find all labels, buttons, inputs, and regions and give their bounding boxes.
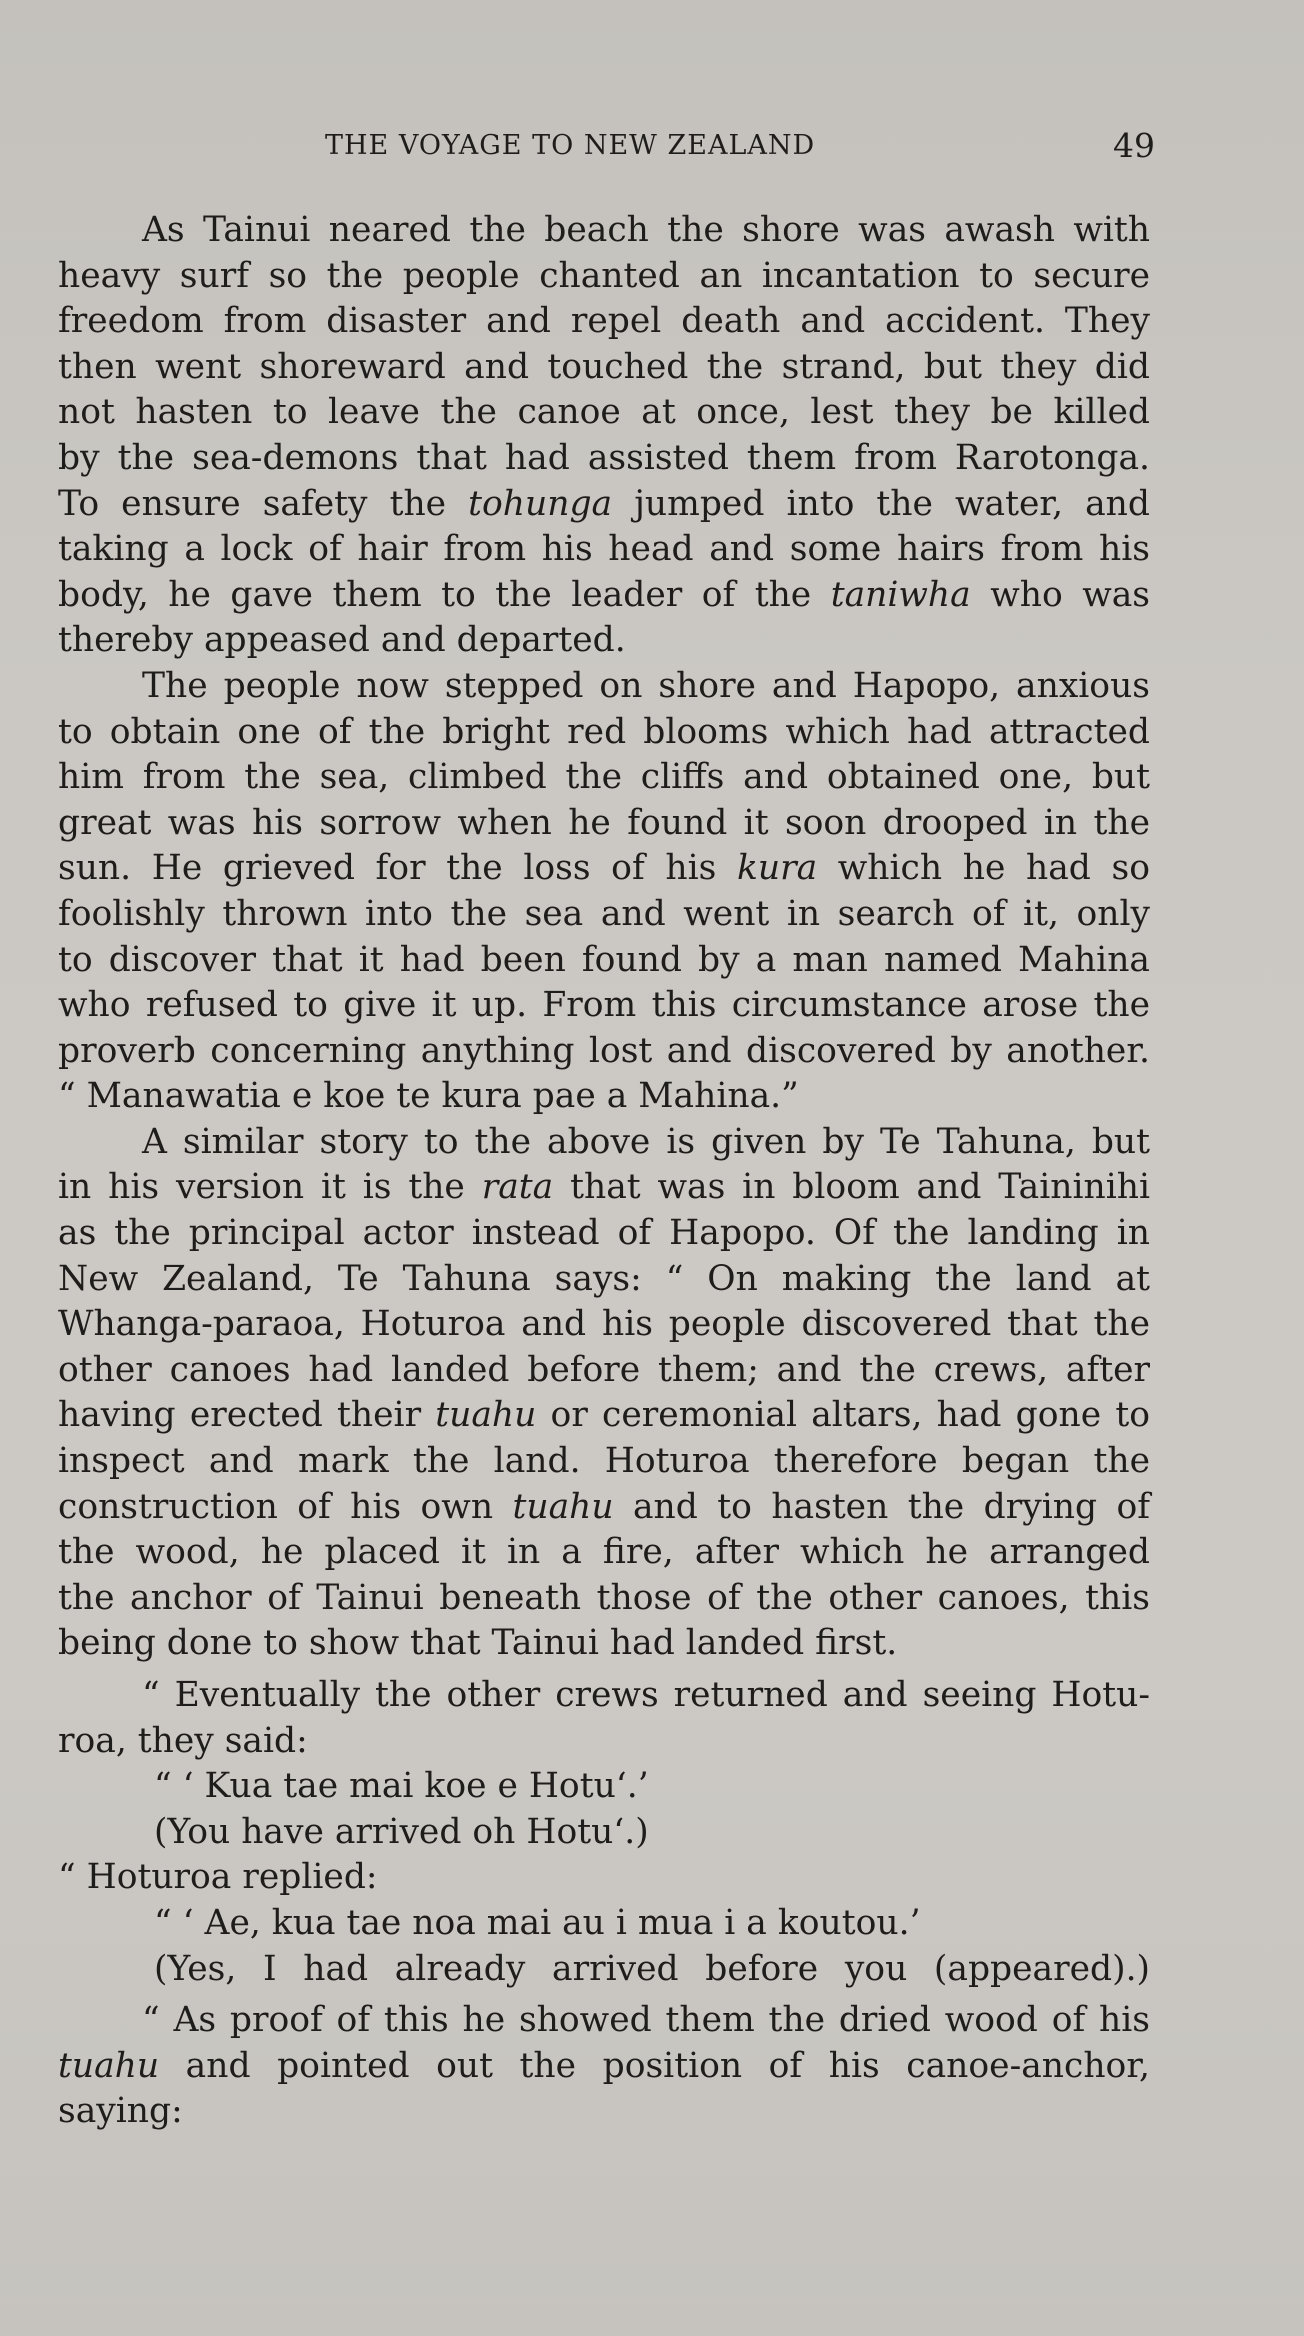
italic-word: tuahu (512, 1486, 614, 1527)
text-line: The people now stepped on shore and Hapopo, anxious (142, 665, 1150, 706)
text-line: saying: (58, 2091, 183, 2132)
text-line (58, 573, 1150, 619)
text-line: As Tainui neared the beach the shore was awash with (142, 210, 1150, 250)
body-text (58, 208, 1150, 2135)
text-line: New Zealand, Te Tahuna says: “ On making the land at (58, 1258, 1150, 1299)
text-run: in his version it is the (58, 1167, 482, 1208)
text-run: and to hasten the drying of (613, 1486, 1150, 1527)
text-line: “ Hoturoa replied: (58, 1857, 378, 1898)
text-run: who was (970, 574, 1150, 615)
text-line: “ Eventually the other crews returned and seeing Hotu- (142, 1675, 1150, 1715)
text-line: freedom from disaster and repel death and accident. They (58, 301, 1150, 342)
text-line: then went shoreward and touched the strand, but they did (58, 346, 1150, 387)
text-run: body, he gave them to the leader of the (58, 574, 831, 615)
text-line: Whanga-paraoa, Hoturoa and his people discovered that the (58, 1304, 1150, 1345)
text-line (58, 1165, 1150, 1211)
text-line: not hasten to leave the canoe at once, lest they be killed (58, 392, 1150, 433)
text-line (58, 1485, 1150, 1531)
text-line: heavy surf so the people chanted an incantation to secure (58, 255, 1150, 296)
text-line (58, 2044, 1150, 2090)
text-line: (You have arrived oh Hotu‘.) (154, 1811, 649, 1852)
text-line: A similar story to the above is given by Te Tahuna, but (142, 1121, 1150, 1162)
text-line: proverb concerning anything lost and discovered by another. (58, 1030, 1150, 1071)
text-run: sun. He grieved for the loss of his (58, 848, 737, 889)
text-run: which he had so (817, 848, 1150, 889)
italic-word: kura (736, 848, 818, 889)
text-line: other canoes had landed before them; and the crews, after (58, 1349, 1150, 1390)
text-line (58, 846, 1150, 892)
text-line: taking a lock of hair from his head and some hairs from his (58, 529, 1150, 570)
text-line: to discover that it had been found by a man named Mahina (58, 939, 1150, 980)
text-line: “ ‘ Kua tae mai koe e Hotu‘.’ (154, 1766, 649, 1807)
text-line (58, 1393, 1150, 1439)
text-run: or ceremonial altars, had gone to (536, 1395, 1151, 1436)
text-line: to obtain one of the bright red blooms which had attracted (58, 711, 1150, 752)
text-line: being done to show that Tainui had landed first. (58, 1623, 898, 1664)
text-run: jumped into the water, and (612, 483, 1150, 524)
text-run: having erected their (58, 1395, 436, 1436)
text-line: inspect and mark the land. Hoturoa therefore began the (58, 1441, 1150, 1482)
running-head: THE VOYAGE TO NEW ZEALAND (325, 130, 816, 161)
text-line: thereby appeased and departed. (58, 620, 626, 661)
text-run: construction of his own (58, 1486, 513, 1527)
text-line: the anchor of Tainui beneath those of the other canoes, this (58, 1577, 1150, 1618)
text-line: “ ‘ Ae, kua tae noa mai au i mua i a koutou.’ (154, 1902, 921, 1943)
italic-word: tuahu (435, 1395, 537, 1436)
italic-word: rata (481, 1167, 554, 1208)
text-run: and pointed out the position of his canoe-anchor, (159, 2045, 1150, 2086)
text-line: the wood, he placed it in a fire, after which he arranged (58, 1532, 1150, 1573)
text-line: “ As proof of this he showed them the dried wood of his (142, 2000, 1150, 2041)
text-run: To ensure safety the (58, 483, 469, 524)
text-run: that was in bloom and Taininihi (553, 1167, 1150, 1208)
text-line: who refused to give it up. From this circumstance arose the (58, 985, 1150, 1026)
page-number: 49 (1113, 126, 1155, 165)
text-line: “ Manawatia e koe te kura pae a Mahina.” (58, 1076, 799, 1117)
text-line: as the principal actor instead of Hapopo. Of the landing in (58, 1213, 1150, 1254)
text-line (58, 482, 1150, 528)
page-header (60, 122, 1155, 172)
text-line: foolishly thrown into the sea and went in search of it, only (58, 893, 1150, 934)
italic-word: taniwha (830, 574, 971, 615)
text-line: by the sea-demons that had assisted them from Rarotonga. (58, 437, 1150, 478)
text-line: roa, they said: (58, 1720, 308, 1761)
text-line: (Yes, I had already arrived before you (appeared).) (154, 1948, 1150, 1989)
text-line: great was his sorrow when he found it soon drooped in the (58, 802, 1150, 843)
italic-word: tuahu (58, 2045, 160, 2086)
italic-word: tohunga (468, 483, 613, 524)
text-line: him from the sea, climbed the cliffs and obtained one, but (58, 757, 1150, 798)
